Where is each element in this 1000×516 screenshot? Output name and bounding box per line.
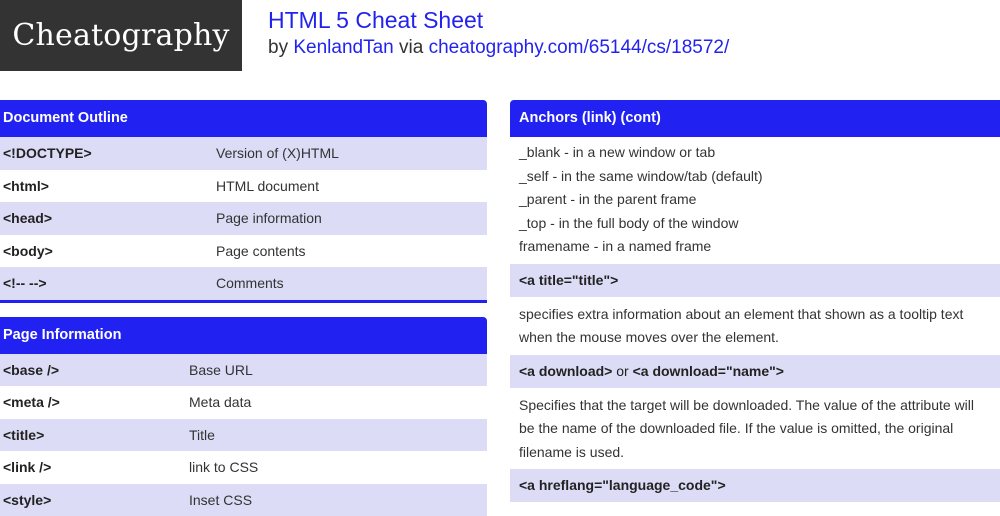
desc-cell: Title xyxy=(189,419,487,452)
table-row xyxy=(0,202,487,235)
left-column xyxy=(0,100,487,516)
page-title: HTML 5 Cheat Sheet xyxy=(268,7,483,34)
byline xyxy=(268,37,729,59)
tag-cell: <!-- --> xyxy=(0,267,216,300)
list-item: _top - in the full body of the window xyxy=(519,212,1000,236)
via-label: via xyxy=(399,37,423,58)
page-information-table xyxy=(0,354,487,516)
table-row xyxy=(0,170,487,203)
title-attr-code: <a title="title"> xyxy=(519,272,618,288)
tag-cell: <style> xyxy=(0,484,189,516)
table-row xyxy=(0,419,487,452)
tag-cell: <meta /> xyxy=(0,386,189,419)
tag-cell: <link /> xyxy=(0,451,189,484)
page-information-panel xyxy=(0,317,487,516)
desc-cell: Inset CSS xyxy=(189,484,487,516)
table-row xyxy=(0,137,487,170)
desc-cell: Comments xyxy=(216,267,487,300)
table-row xyxy=(0,267,487,300)
tag-cell: <title> xyxy=(0,419,189,452)
desc-cell: Page information xyxy=(216,202,487,235)
document-outline-panel xyxy=(0,100,487,303)
download-code: <a download> xyxy=(519,363,612,379)
tag-cell: <base /> xyxy=(0,354,189,387)
tag-cell: <body> xyxy=(0,235,216,268)
list-item: _parent - in the parent frame xyxy=(519,188,1000,212)
list-item: _self - in the same window/tab (default) xyxy=(519,165,1000,189)
document-outline-table xyxy=(0,137,487,300)
desc-cell: Base URL xyxy=(189,354,487,387)
document-outline-title: Document Outline xyxy=(0,100,487,137)
desc-cell: Meta data xyxy=(189,386,487,419)
cheatography-logo[interactable]: Cheatography xyxy=(0,0,242,71)
hreflang-heading xyxy=(510,469,1000,502)
or-label: or xyxy=(616,363,628,379)
table-row xyxy=(0,451,487,484)
tag-cell: <!DOCTYPE> xyxy=(0,137,216,170)
source-url-link[interactable]: cheatography.com/65144/cs/18572/ xyxy=(429,37,730,58)
download-name-code: <a download="name"> xyxy=(633,363,784,379)
anchors-cont-title: Anchors (link) (cont) xyxy=(510,100,1000,137)
title-attr-heading xyxy=(510,264,1000,297)
desc-cell: link to CSS xyxy=(189,451,487,484)
author-link[interactable]: KenlandTan xyxy=(293,37,393,58)
desc-cell: HTML document xyxy=(216,170,487,203)
target-values-list xyxy=(510,137,1000,264)
right-column xyxy=(510,100,1000,502)
download-description: Specifies that the target will be downloaded. The value of the attribute will be the name of the downloaded file. If the value is omitted, the original filename is used. xyxy=(510,388,1000,470)
download-heading xyxy=(510,355,1000,388)
title-attr-description: specifies extra information about an element that shown as a tooltip text when the mouse moves over the element. xyxy=(510,297,1000,355)
hreflang-code: <a hreflang="language_code"> xyxy=(519,477,726,493)
list-item: _blank - in a new window or tab xyxy=(519,141,1000,165)
table-row xyxy=(0,386,487,419)
table-row xyxy=(0,235,487,268)
tag-cell: <html> xyxy=(0,170,216,203)
desc-cell: Page contents xyxy=(216,235,487,268)
by-label: by xyxy=(268,37,288,58)
desc-cell: Version of (X)HTML xyxy=(216,137,487,170)
tag-cell: <head> xyxy=(0,202,216,235)
page-information-title: Page Information xyxy=(0,317,487,354)
table-row xyxy=(0,354,487,387)
list-item: framename - in a named frame xyxy=(519,235,1000,259)
